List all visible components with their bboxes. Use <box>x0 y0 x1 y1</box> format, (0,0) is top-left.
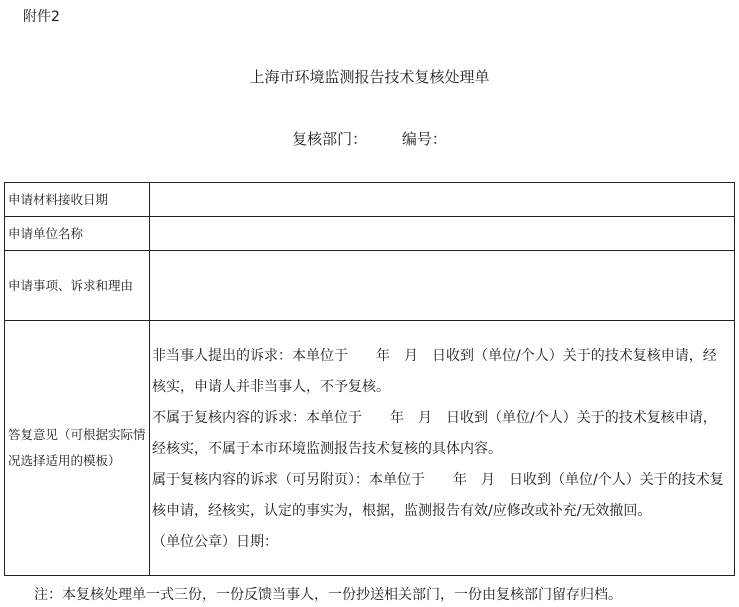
request-details-field[interactable] <box>150 251 735 321</box>
number-label: 编号： <box>401 130 447 148</box>
row-label: 申请材料接收日期 <box>5 183 150 217</box>
form-title: 上海市环境监测报告技术复核处理单 <box>249 68 490 86</box>
footer-note: 注：本复核处理单一式三份，一份反馈当事人，一份抄送相关部门，一份由复核部门留存归档。 <box>34 587 622 603</box>
applicant-name-field[interactable] <box>150 217 735 251</box>
reply-opinion-field <box>150 321 735 576</box>
table-row <box>5 183 735 217</box>
receipt-date-field[interactable] <box>150 183 735 217</box>
row-label: 申请事项、诉求和理由 <box>5 251 150 321</box>
attachment-label: 附件2 <box>23 9 60 25</box>
reply-templates <box>150 335 734 562</box>
table-row <box>5 321 735 576</box>
form-meta <box>0 128 739 149</box>
table-row <box>5 251 735 321</box>
row-label: 申请单位名称 <box>5 217 150 251</box>
row-label: 答复意见（可根据实际情况选择适用的模板） <box>5 321 150 576</box>
review-form-table <box>4 182 735 576</box>
department-label: 复核部门： <box>292 130 368 148</box>
reply-template-in-scope: 属于复核内容的诉求（可另附页）：本单位于 年 月 日收到（单位/个人）关于的技术复核申请，经核实，认定的事实为，根据，监测报告有效/应修改或补充/无效撤回。 <box>152 471 724 519</box>
reply-template-non-party: 非当事人提出的诉求：本单位于 年 月 日收到（单位/个人）关于的技术复核申请，经核实，申请人并非当事人，不予复核。 <box>152 347 717 395</box>
table-row <box>5 217 735 251</box>
seal-date-line: （单位公章）日期： <box>152 533 278 550</box>
reply-template-out-of-scope: 不属于复核内容的诉求：本单位于 年 月 日收到（单位/个人）关于的技术复核申请，经核实，不属于本市环境监测报告技术复核的具体内容。 <box>152 409 717 457</box>
